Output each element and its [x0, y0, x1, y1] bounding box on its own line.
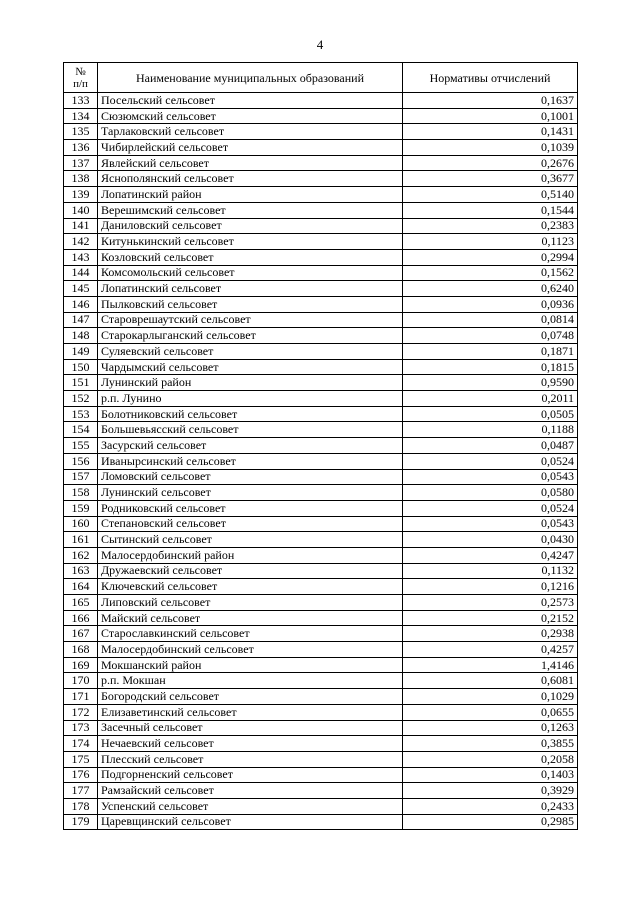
municipality-name: Староврешаутский сельсовет [98, 312, 403, 328]
row-number: 163 [64, 563, 98, 579]
table-row [64, 406, 578, 422]
municipality-name: Сытинский сельсовет [98, 532, 403, 548]
allocation-rate: 0,2152 [403, 610, 578, 626]
municipality-name: Засечный сельсовет [98, 720, 403, 736]
table-row [64, 469, 578, 485]
header-municipality-name: Наименование муниципальных образований [98, 63, 403, 93]
allocation-rate: 0,6081 [403, 673, 578, 689]
allocation-rate: 0,1029 [403, 689, 578, 705]
header-number [64, 63, 98, 93]
municipality-name: Царевщинский сельсовет [98, 814, 403, 830]
allocation-rate: 0,1132 [403, 563, 578, 579]
table-row [64, 234, 578, 250]
allocation-rate: 0,3677 [403, 171, 578, 187]
table-row [64, 736, 578, 752]
row-number: 167 [64, 626, 98, 642]
row-number: 159 [64, 500, 98, 516]
municipality-name: Степановский сельсовет [98, 516, 403, 532]
row-number: 145 [64, 281, 98, 297]
table-row [64, 422, 578, 438]
table-row [64, 265, 578, 281]
row-number: 155 [64, 438, 98, 454]
row-number: 140 [64, 202, 98, 218]
municipality-name: Козловский сельсовет [98, 249, 403, 265]
allocation-rate: 0,2383 [403, 218, 578, 234]
row-number: 135 [64, 124, 98, 140]
row-number: 142 [64, 234, 98, 250]
row-number: 165 [64, 595, 98, 611]
row-number: 172 [64, 704, 98, 720]
header-allocation-rate: Нормативы отчислений [403, 63, 578, 93]
row-number: 146 [64, 296, 98, 312]
table-row [64, 579, 578, 595]
table-row [64, 93, 578, 109]
table-row [64, 375, 578, 391]
table-row [64, 453, 578, 469]
municipality-name: Болотниковский сельсовет [98, 406, 403, 422]
table-row [64, 187, 578, 203]
municipality-name: Елизаветинский сельсовет [98, 704, 403, 720]
allocation-rate: 0,0524 [403, 453, 578, 469]
table-row [64, 751, 578, 767]
row-number: 134 [64, 108, 98, 124]
allocation-rate: 0,2058 [403, 751, 578, 767]
allocation-rate: 0,2676 [403, 155, 578, 171]
allocation-rate: 0,1544 [403, 202, 578, 218]
allocation-rate: 0,6240 [403, 281, 578, 297]
allocation-rate: 0,1039 [403, 140, 578, 156]
table-row [64, 171, 578, 187]
page-number: 4 [316, 37, 324, 52]
allocation-rate: 0,3855 [403, 736, 578, 752]
allocation-rate: 0,9590 [403, 375, 578, 391]
allocation-rate: 0,1815 [403, 359, 578, 375]
allocation-rate: 1,4146 [403, 657, 578, 673]
row-number: 166 [64, 610, 98, 626]
allocation-rate: 0,1263 [403, 720, 578, 736]
table-row [64, 249, 578, 265]
municipality-name: Комсомольский сельсовет [98, 265, 403, 281]
municipality-name: Старокарлыганский сельсовет [98, 328, 403, 344]
allocation-rate: 0,2985 [403, 814, 578, 830]
row-number: 152 [64, 391, 98, 407]
municipality-name: Суляевский сельсовет [98, 344, 403, 360]
table-row [64, 202, 578, 218]
municipality-name: Тарлаковский сельсовет [98, 124, 403, 140]
allocation-rate: 0,2994 [403, 249, 578, 265]
table-row [64, 642, 578, 658]
allocation-rate: 0,0505 [403, 406, 578, 422]
table-row [64, 296, 578, 312]
table-row [64, 814, 578, 830]
row-number: 133 [64, 93, 98, 109]
allocation-rate: 0,3929 [403, 783, 578, 799]
table-row [64, 626, 578, 642]
table-row [64, 595, 578, 611]
municipality-name: Пылковский сельсовет [98, 296, 403, 312]
table-row [64, 281, 578, 297]
table-row [64, 673, 578, 689]
row-number: 150 [64, 359, 98, 375]
allocation-rate: 0,0655 [403, 704, 578, 720]
header-row [64, 63, 578, 93]
row-number: 157 [64, 469, 98, 485]
allocation-rate: 0,0936 [403, 296, 578, 312]
municipality-name: Сюзюмский сельсовет [98, 108, 403, 124]
table-row [64, 532, 578, 548]
row-number: 137 [64, 155, 98, 171]
allocation-rate: 0,2573 [403, 595, 578, 611]
table-row [64, 485, 578, 501]
table-row [64, 704, 578, 720]
municipality-name: Малосердобинский сельсовет [98, 642, 403, 658]
row-number: 153 [64, 406, 98, 422]
allocation-rate: 0,5140 [403, 187, 578, 203]
municipality-name: Китунькинский сельсовет [98, 234, 403, 250]
allocation-rate: 0,0430 [403, 532, 578, 548]
municipality-name: Родниковский сельсовет [98, 500, 403, 516]
header-number-symbol: № [75, 65, 86, 78]
row-number: 136 [64, 140, 98, 156]
allocation-rate: 0,4247 [403, 547, 578, 563]
allocation-rate: 0,1188 [403, 422, 578, 438]
municipality-name: Лунинский сельсовет [98, 485, 403, 501]
row-number: 171 [64, 689, 98, 705]
row-number: 147 [64, 312, 98, 328]
row-number: 176 [64, 767, 98, 783]
allocation-rate: 0,0814 [403, 312, 578, 328]
table-row [64, 547, 578, 563]
municipality-name: Рамзайский сельсовет [98, 783, 403, 799]
table-row [64, 783, 578, 799]
header-number-abbr: п/п [73, 77, 88, 90]
allocation-rate: 0,2938 [403, 626, 578, 642]
table-row [64, 438, 578, 454]
municipality-name: Мокшанский район [98, 657, 403, 673]
municipality-name: Верешимский сельсовет [98, 202, 403, 218]
row-number: 179 [64, 814, 98, 830]
row-number: 141 [64, 218, 98, 234]
allocation-rate: 0,1123 [403, 234, 578, 250]
allocation-rate: 0,2433 [403, 798, 578, 814]
row-number: 158 [64, 485, 98, 501]
table-row [64, 124, 578, 140]
municipality-name: р.п. Мокшан [98, 673, 403, 689]
municipality-name: Плесский сельсовет [98, 751, 403, 767]
allocation-rate: 0,1403 [403, 767, 578, 783]
municipality-name: Успенский сельсовет [98, 798, 403, 814]
row-number: 175 [64, 751, 98, 767]
row-number: 154 [64, 422, 98, 438]
row-number: 149 [64, 344, 98, 360]
municipality-name: Большевьясский сельсовет [98, 422, 403, 438]
allocation-rate: 0,1216 [403, 579, 578, 595]
row-number: 174 [64, 736, 98, 752]
table-row [64, 312, 578, 328]
municipality-name: Чибирлейский сельсовет [98, 140, 403, 156]
table-body [64, 93, 578, 830]
row-number: 168 [64, 642, 98, 658]
municipality-name: Лопатинский сельсовет [98, 281, 403, 297]
table-row [64, 344, 578, 360]
municipality-name: Подгорненский сельсовет [98, 767, 403, 783]
allocation-rate: 0,0543 [403, 516, 578, 532]
row-number: 148 [64, 328, 98, 344]
municipality-name: Иванырсинский сельсовет [98, 453, 403, 469]
municipality-name: Засурский сельсовет [98, 438, 403, 454]
municipality-name: Явлейский сельсовет [98, 155, 403, 171]
municipality-name: Посельский сельсовет [98, 93, 403, 109]
row-number: 162 [64, 547, 98, 563]
table-row [64, 359, 578, 375]
table-header [64, 63, 578, 93]
allocation-rate: 0,1431 [403, 124, 578, 140]
allocation-rate: 0,4257 [403, 642, 578, 658]
row-number: 151 [64, 375, 98, 391]
table-row [64, 328, 578, 344]
municipality-name: Майский сельсовет [98, 610, 403, 626]
municipality-name: Малосердобинский район [98, 547, 403, 563]
municipality-name: Богородский сельсовет [98, 689, 403, 705]
row-number: 143 [64, 249, 98, 265]
table-row [64, 155, 578, 171]
row-number: 160 [64, 516, 98, 532]
table-row [64, 610, 578, 626]
table-row [64, 516, 578, 532]
municipality-name: р.п. Лунино [98, 391, 403, 407]
allocation-rate: 0,1871 [403, 344, 578, 360]
table-row [64, 108, 578, 124]
municipality-name: Дружаевский сельсовет [98, 563, 403, 579]
table-row [64, 140, 578, 156]
municipality-name: Даниловский сельсовет [98, 218, 403, 234]
municipality-name: Яснополянский сельсовет [98, 171, 403, 187]
row-number: 178 [64, 798, 98, 814]
table-row [64, 689, 578, 705]
allocation-table [63, 62, 578, 830]
row-number: 161 [64, 532, 98, 548]
municipality-name: Липовский сельсовет [98, 595, 403, 611]
table-row [64, 391, 578, 407]
municipality-name: Старославкинский сельсовет [98, 626, 403, 642]
allocation-rate: 0,0748 [403, 328, 578, 344]
table-row [64, 563, 578, 579]
row-number: 144 [64, 265, 98, 281]
row-number: 177 [64, 783, 98, 799]
allocation-rate: 0,0580 [403, 485, 578, 501]
row-number: 170 [64, 673, 98, 689]
municipality-name: Чардымский сельсовет [98, 359, 403, 375]
table-row [64, 720, 578, 736]
table-row [64, 500, 578, 516]
row-number: 156 [64, 453, 98, 469]
allocation-rate: 0,1637 [403, 93, 578, 109]
allocation-rate: 0,1001 [403, 108, 578, 124]
row-number: 139 [64, 187, 98, 203]
allocation-rate: 0,1562 [403, 265, 578, 281]
municipality-name: Ломовский сельсовет [98, 469, 403, 485]
table-row [64, 798, 578, 814]
municipality-name: Лопатинский район [98, 187, 403, 203]
allocation-rate: 0,2011 [403, 391, 578, 407]
row-number: 138 [64, 171, 98, 187]
table-row [64, 657, 578, 673]
municipality-name: Ключевский сельсовет [98, 579, 403, 595]
allocation-rate: 0,0487 [403, 438, 578, 454]
municipality-name: Нечаевский сельсовет [98, 736, 403, 752]
table-row [64, 218, 578, 234]
allocation-rate: 0,0524 [403, 500, 578, 516]
municipality-name: Лунинский район [98, 375, 403, 391]
row-number: 169 [64, 657, 98, 673]
row-number: 164 [64, 579, 98, 595]
table-row [64, 767, 578, 783]
allocation-rate: 0,0543 [403, 469, 578, 485]
row-number: 173 [64, 720, 98, 736]
